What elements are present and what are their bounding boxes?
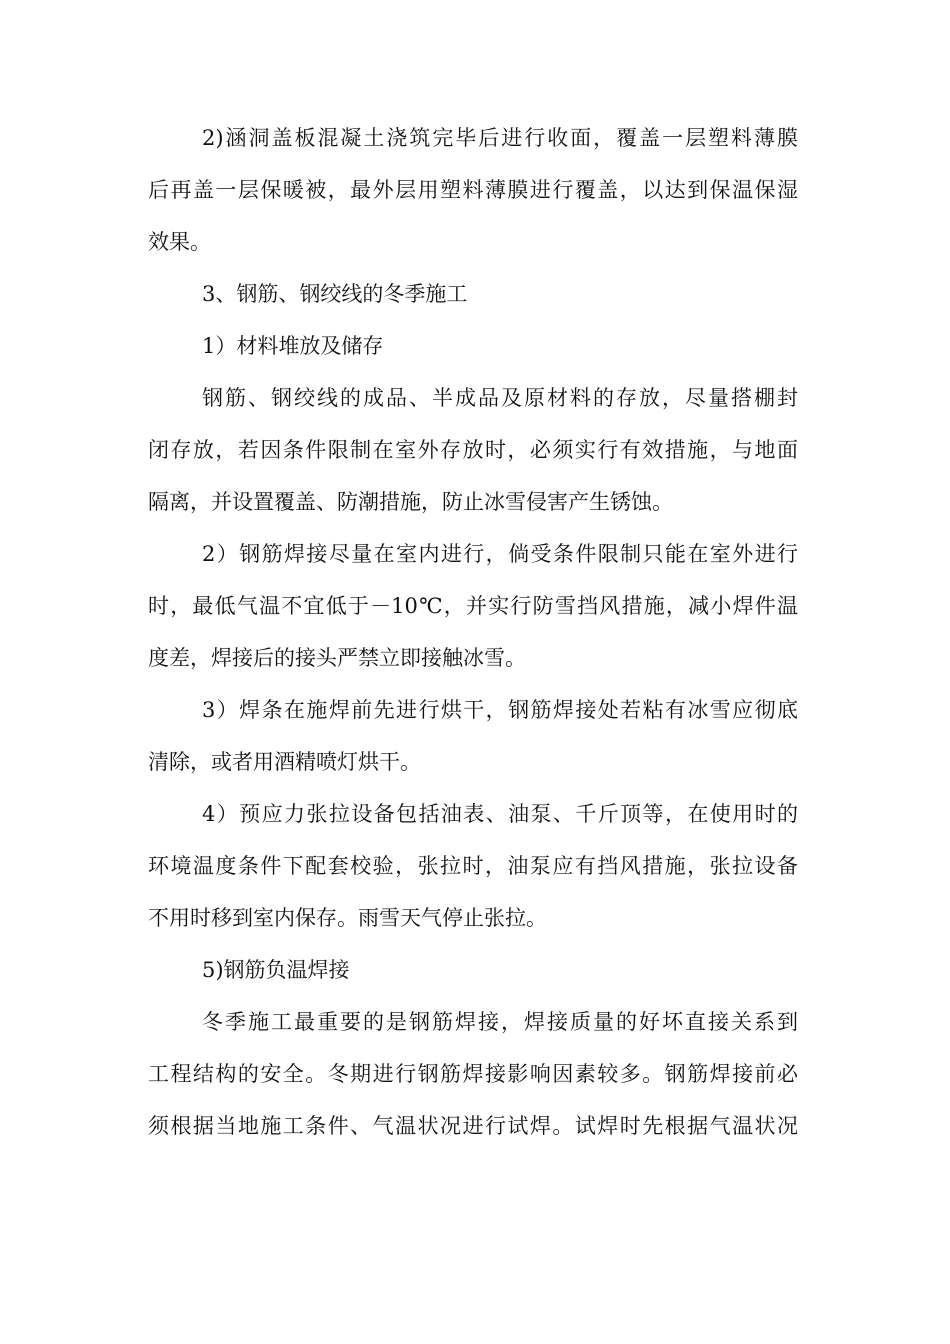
paragraph-prestress-equipment — [148, 788, 798, 944]
paragraph-electrode-drying — [148, 684, 798, 788]
document-body — [148, 112, 798, 1152]
text-line: 闭存放，若因条件限制在室外存放时，必须实行有效措施，与地面 — [148, 438, 798, 462]
paragraph-winter-welding — [148, 996, 798, 1152]
heading-line: 5)钢筋负温焊接 — [202, 958, 350, 982]
paragraph-welding-indoor — [148, 528, 798, 684]
section-heading-rebar-winter — [148, 268, 798, 320]
subheading-material-storage — [148, 320, 798, 372]
text-line: 须根据当地施工条件、气温状况进行试焊。试焊时先根据气温状况 — [148, 1114, 798, 1138]
text-line: 隔离，并设置覆盖、防潮措施，防止冰雪侵害产生锈蚀。 — [148, 490, 673, 514]
heading-line: 1）材料堆放及储存 — [202, 334, 384, 358]
paragraph-culvert-cover — [148, 112, 798, 268]
subheading-negative-temp-welding — [148, 944, 798, 996]
text-line: 清除，或者用酒精喷灯烘干。 — [148, 750, 421, 774]
text-line: 不用时移到室内保存。雨雪天气停止张拉。 — [148, 906, 547, 930]
text-line: 工程结构的安全。冬期进行钢筋焊接影响因素较多。钢筋焊接前必 — [148, 1062, 798, 1086]
text-line: 环境温度条件下配套校验，张拉时，油泵应有挡风措施，张拉设备 — [148, 854, 798, 878]
text-line: 2)涵洞盖板混凝土浇筑完毕后进行收面，覆盖一层塑料薄膜 — [202, 126, 798, 150]
text-line: 后再盖一层保暖被，最外层用塑料薄膜进行覆盖，以达到保温保湿 — [148, 178, 798, 202]
text-line: 4）预应力张拉设备包括油表、油泵、千斤顶等，在使用时的 — [202, 802, 798, 826]
text-line: 3）焊条在施焊前先进行烘干，钢筋焊接处若粘有冰雪应彻底 — [202, 698, 798, 722]
paragraph-storage — [148, 372, 798, 528]
text-line: 效果。 — [148, 230, 211, 254]
text-line: 2）钢筋焊接尽量在室内进行，倘受条件限制只能在室外进行 — [202, 542, 798, 566]
text-line: 度差，焊接后的接头严禁立即接触冰雪。 — [148, 646, 526, 670]
text-line: 冬季施工最重要的是钢筋焊接，焊接质量的好坏直接关系到 — [202, 1010, 798, 1034]
text-line: 时，最低气温不宜低于－10℃，并实行防雪挡风措施，减小焊件温 — [148, 594, 798, 618]
heading-line: 3、钢筋、钢绞线的冬季施工 — [202, 282, 468, 306]
text-line: 钢筋、钢绞线的成品、半成品及原材料的存放，尽量搭棚封 — [202, 386, 798, 410]
